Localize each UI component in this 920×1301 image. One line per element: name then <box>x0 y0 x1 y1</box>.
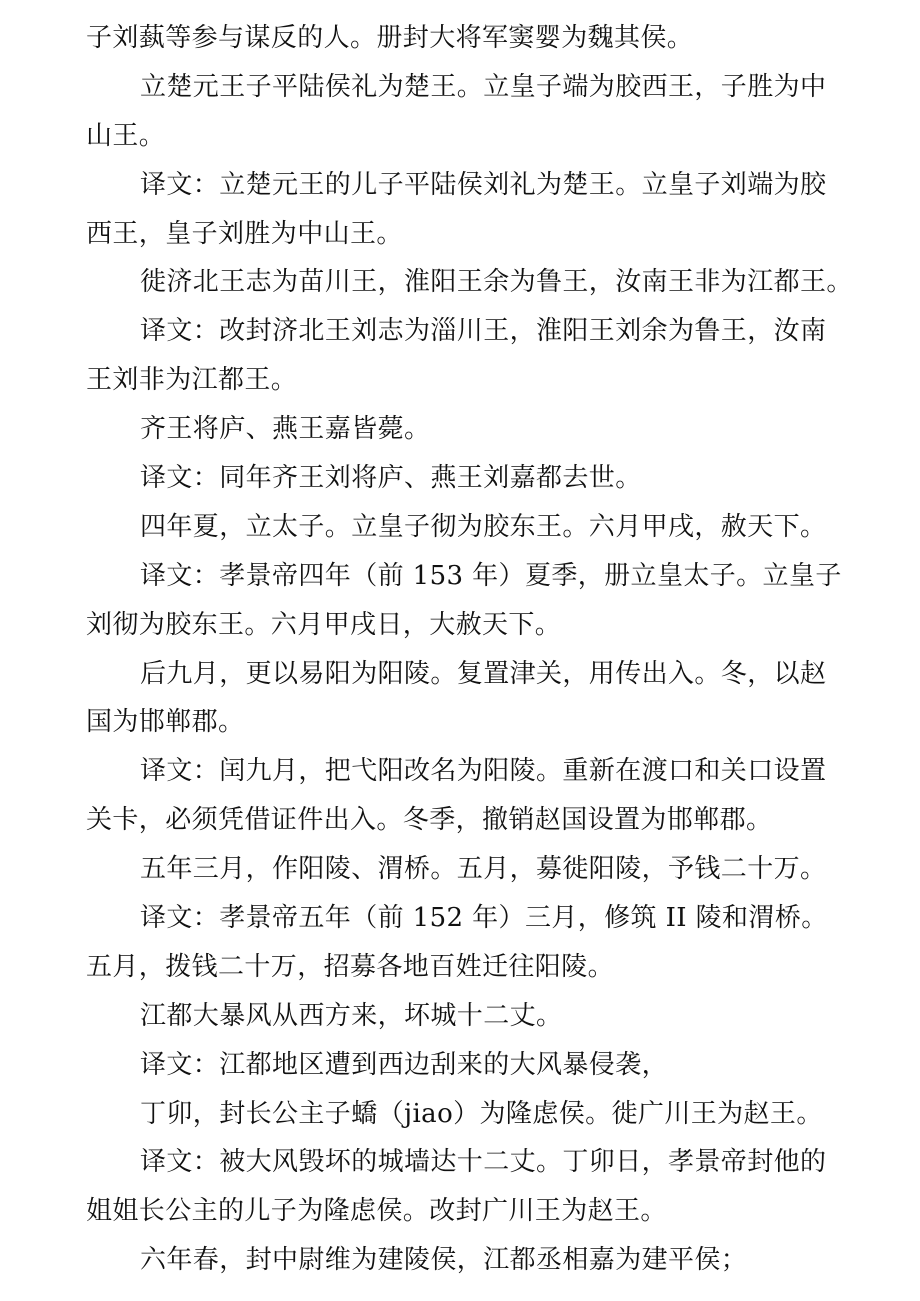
text-line: 译文：孝景帝五年（前 152 年）三月，修筑 II 陵和渭桥。 <box>140 903 828 934</box>
text-line: 立楚元王子平陆侯礼为楚王。立皇子端为胶西王，子胜为中 <box>140 71 827 102</box>
text-line: 丁卯，封长公主子蟜（jiao）为隆虑侯。徙广川王为赵王。 <box>140 1098 823 1129</box>
text-line: 译文：改封济北王刘志为淄川王，淮阳王刘余为鲁王，汝南 <box>140 316 827 347</box>
text-line: 六年春，封中尉维为建陵侯，江都丞相嘉为建平侯； <box>140 1245 748 1276</box>
text-line: 刘彻为胶东王。六月甲戌日，大赦天下。 <box>86 609 562 640</box>
text-line: 译文：闰九月，把弋阳改名为阳陵。重新在渡口和关口设置 <box>140 756 827 787</box>
text-line: 译文：同年齐王刘将庐、燕王刘嘉都去世。 <box>140 463 642 494</box>
text-line: 译文：被大风毁坏的城墙达十二丈。丁卯日，孝景帝封他的 <box>140 1147 827 1178</box>
text-line: 国为邯郸郡。 <box>86 707 245 738</box>
document-page <box>86 14 856 1285</box>
text-line: 山王。 <box>86 120 166 151</box>
text-line: 子刘蓺等参与谋反的人。册封大将军窦婴为魏其侯。 <box>86 23 694 53</box>
text-line: 后九月，更以易阳为阳陵。复置津关，用传出入。冬，以赵 <box>140 658 827 689</box>
text-line: 江都大暴风从西方来，坏城十二丈。 <box>140 1000 563 1031</box>
text-line: 四年夏，立太子。立皇子彻为胶东王。六月甲戌，赦天下。 <box>140 511 827 542</box>
text-line: 王刘非为江都王。 <box>86 365 298 396</box>
text-line: 西王，皇子刘胜为中山王。 <box>86 218 403 249</box>
text-line: 齐王将庐、燕王嘉皆薨。 <box>140 414 431 445</box>
text-line: 徙济北王志为苗川王，淮阳王余为鲁王，汝南王非为江都王。 <box>140 267 853 298</box>
text-line: 译文：孝景帝四年（前 153 年）夏季，册立皇太子。立皇子 <box>140 560 842 591</box>
text-line: 五月，拨钱二十万，招募各地百姓迁往阳陵。 <box>86 951 615 982</box>
text-line: 五年三月，作阳陵、渭桥。五月，募徙阳陵，予钱二十万。 <box>140 854 827 885</box>
text-line: 关卡，必须凭借证件出入。冬季，撤销赵国设置为邯郸郡。 <box>86 805 773 836</box>
text-line: 译文：江都地区遭到西边刮来的大风暴侵袭， <box>140 1049 669 1080</box>
text-line: 译文：立楚元王的儿子平陆侯刘礼为楚王。立皇子刘端为胶 <box>140 169 827 200</box>
text-line: 姐姐长公主的儿子为隆虑侯。改封广川王为赵王。 <box>86 1196 667 1227</box>
